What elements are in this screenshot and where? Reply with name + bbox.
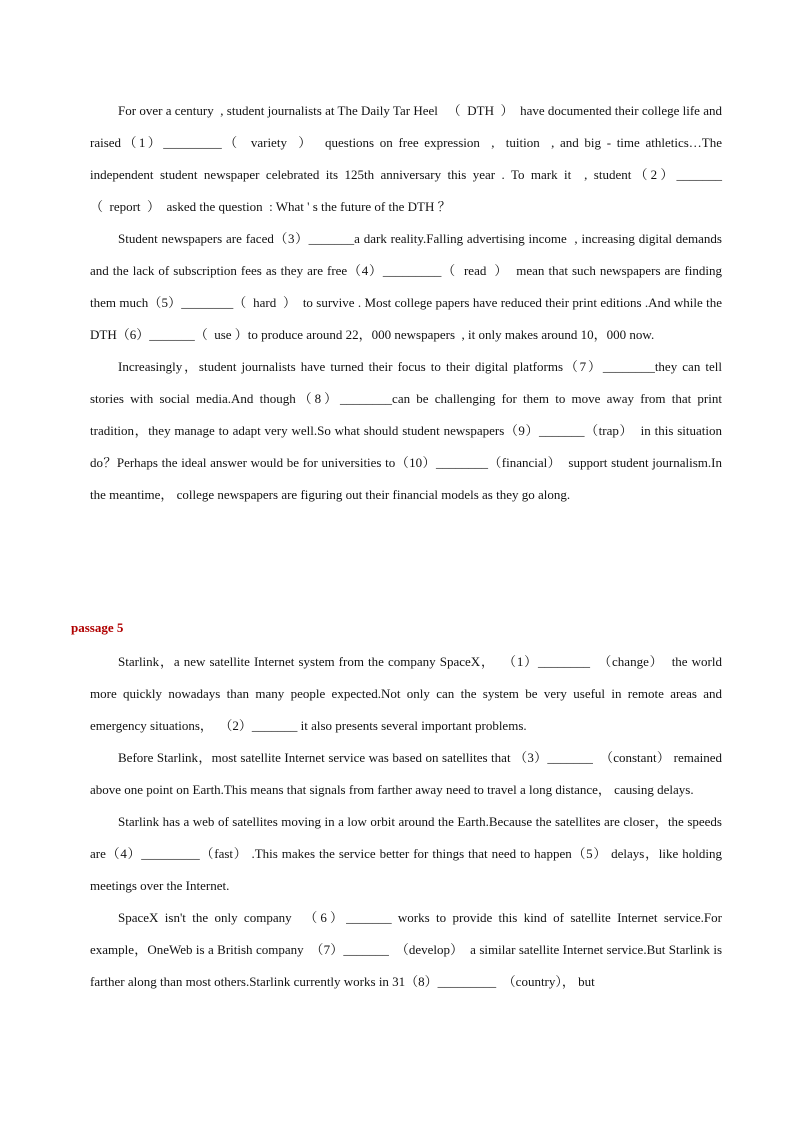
passage-5-paragraph-3: Starlink has a web of satellites moving in a low orbit around the Earth.Because the satellites are closer，the speeds are（4）_________（fast） .This makes the service better for things that need to happen（5） delays，like holding meetings over the Internet. <box>90 814 722 893</box>
passage-4-body <box>90 95 722 511</box>
passage-5-paragraph-2: Before Starlink，most satellite Internet service was based on satellites that （3）_______ （constant） remained above one point on Earth.This means that signals from farther away need to travel a long distance， causing delays. <box>90 750 722 797</box>
passage-5-body <box>90 646 722 998</box>
passage-5-paragraph-4: SpaceX isn't the only company （6）_______ works to provide this kind of satellite Internet service.For example，OneWeb is a British company （7）_______ （develop） a similar satellite Internet service.But Starlink is farther along than most others.Starlink currently works in 31（8）_________ （country）， but <box>90 910 722 989</box>
passage-4-paragraph-1: For over a century , student journalists at The Daily Tar Heel （ DTH ） have documented their college life and raised（1）_________（ variety ） questions on free expression , tuition , and big - time athletics…The independent student newspaper celebrated its 125th anniversary this year . To mark it , student（2）_______（ report ） asked the question : What ' s the future of the DTH ？ <box>90 103 722 214</box>
passage-4-paragraph-3: Increasingly，student journalists have turned their focus to their digital platforms（7）________they can tell stories with social media.And though（8）________can be challenging for them to move away from that print tradition，they manage to adapt very well.So what should student newspapers（9）_______（trap） in this situation do？Perhaps the ideal answer would be for universities to（10）________（financial） support student journalism.In the meantime， college newspapers are figuring out their financial models as they go along. <box>90 359 722 502</box>
passage-5-paragraph-1: Starlink，a new satellite Internet system from the company SpaceX， （1）________ （change） the world more quickly nowadays than many people expected.Not only can the system be very useful in remote areas and emergency situations， （2）_______ it also presents several important problems. <box>90 654 722 733</box>
passage-5-heading: passage 5 <box>71 620 124 635</box>
passage-4-paragraph-2: Student newspapers are faced（3）_______a dark reality.Falling advertising income , increasing digital demands and the lack of subscription fees as they are free（4）_________（ read ） mean that such newspapers are finding them much（5）________（ hard ） to survive . Most college papers have reduced their print editions .And while the DTH（6）_______（ use ）to produce around 22，000 newspapers , it only makes around 10，000 now. <box>90 231 722 342</box>
